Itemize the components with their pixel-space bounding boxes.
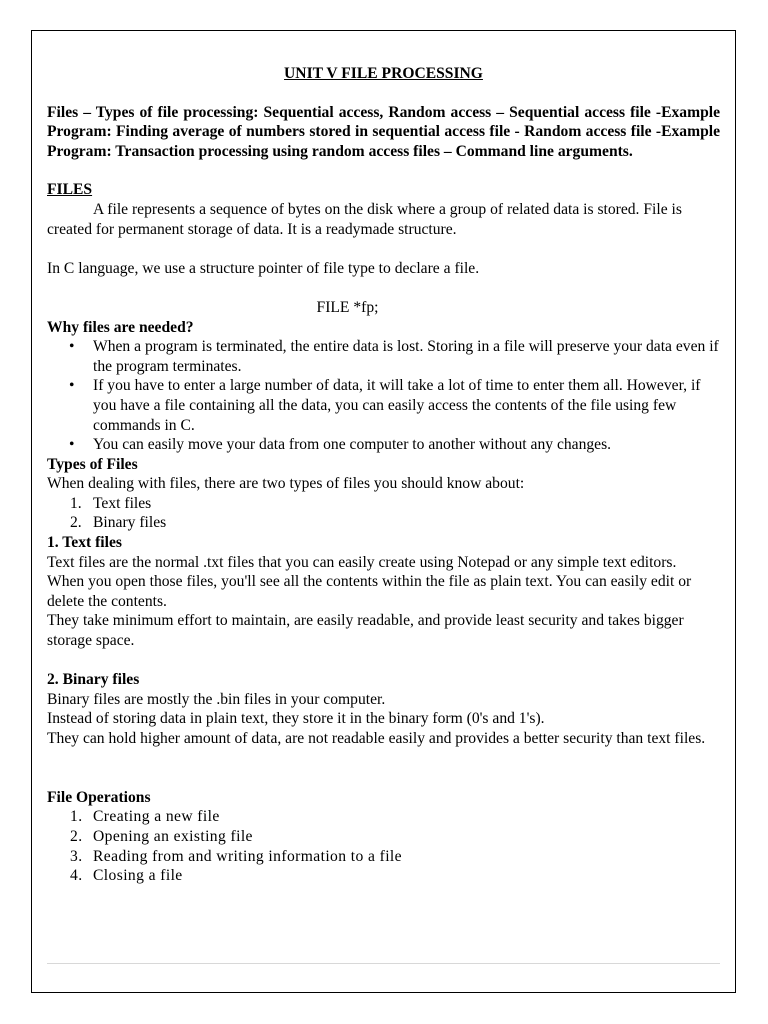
list-number: 1. bbox=[70, 494, 82, 512]
code-line: FILE *fp; bbox=[316, 298, 379, 316]
list-item bbox=[47, 807, 720, 827]
list-item bbox=[47, 827, 720, 847]
file-operations-heading: File Operations bbox=[47, 788, 151, 806]
binary-files-paragraph: Binary files are mostly the .bin files in your computer. bbox=[47, 690, 386, 708]
binary-files-paragraph: They can hold higher amount of data, are not readable easily and provides a better security than text files. bbox=[47, 730, 706, 747]
page-title: UNIT V FILE PROCESSING bbox=[284, 65, 483, 82]
unit-syllabus: Files – Types of file processing: Sequential access, Random access – Sequential access file -Example Program: Finding average of numbers stored in sequential access file - Random access file -Example Program: Transaction processing using random access files – Command line arguments. bbox=[47, 103, 720, 160]
list-text: Reading from and writing information to a file bbox=[93, 847, 402, 865]
files-heading: FILES bbox=[47, 181, 93, 199]
list-item: • If you have to enter a large number of data, it will take a lot of time to enter them all. However, if you have a file containing all the data, you can easily access the contents of the file using few commands in C. bbox=[47, 376, 720, 435]
list-item bbox=[47, 866, 720, 886]
list-item bbox=[47, 847, 720, 867]
binary-files-paragraph: Instead of storing data in plain text, they store it in the binary form (0's and 1's). bbox=[47, 710, 545, 728]
why-list bbox=[47, 337, 720, 455]
list-text: Text files bbox=[93, 494, 152, 512]
list-item bbox=[47, 513, 720, 533]
list-text: Closing a file bbox=[93, 867, 183, 885]
binary-files-heading: 2. Binary files bbox=[47, 671, 140, 689]
files-paragraph-1b: created for permanent storage of data. It is a readymade structure. bbox=[47, 220, 457, 238]
divider bbox=[47, 963, 720, 964]
list-number: 2. bbox=[70, 514, 82, 532]
why-heading: Why files are needed? bbox=[47, 318, 194, 336]
list-text: Creating a new file bbox=[93, 808, 220, 826]
file-operations-list bbox=[47, 807, 720, 885]
list-number: 3. bbox=[70, 847, 83, 865]
types-heading: Types of Files bbox=[47, 455, 138, 473]
types-list bbox=[47, 494, 720, 533]
list-item: • You can easily move your data from one computer to another without any changes. bbox=[47, 435, 720, 455]
list-item: • When a program is terminated, the entire data is lost. Storing in a file will preserve your data even if the program terminates. bbox=[47, 337, 720, 376]
files-paragraph-2: In C language, we use a structure pointer of file type to declare a file. bbox=[47, 259, 480, 277]
list-text: Opening an existing file bbox=[93, 827, 253, 845]
list-number: 4. bbox=[70, 867, 83, 885]
list-item bbox=[47, 494, 720, 514]
text-files-paragraph: They take minimum effort to maintain, are easily readable, and provide least security and takes bigger storage space. bbox=[47, 612, 684, 650]
files-paragraph-1a: A file represents a sequence of bytes on the disk where a group of related data is stored. File is bbox=[93, 200, 682, 218]
list-number: 2. bbox=[70, 827, 83, 845]
types-intro: When dealing with files, there are two types of files you should know about: bbox=[47, 475, 525, 493]
text-files-paragraph: When you open those files, you'll see all the contents within the file as plain text. You can easily edit or delete the contents. bbox=[47, 573, 692, 610]
text-files-heading: 1. Text files bbox=[47, 534, 122, 552]
text-files-paragraph: Text files are the normal .txt files that you can easily create using Notepad or any simple text editors. bbox=[47, 553, 677, 571]
list-text: Binary files bbox=[93, 514, 167, 532]
list-number: 1. bbox=[70, 808, 83, 826]
document-body bbox=[47, 60, 720, 886]
